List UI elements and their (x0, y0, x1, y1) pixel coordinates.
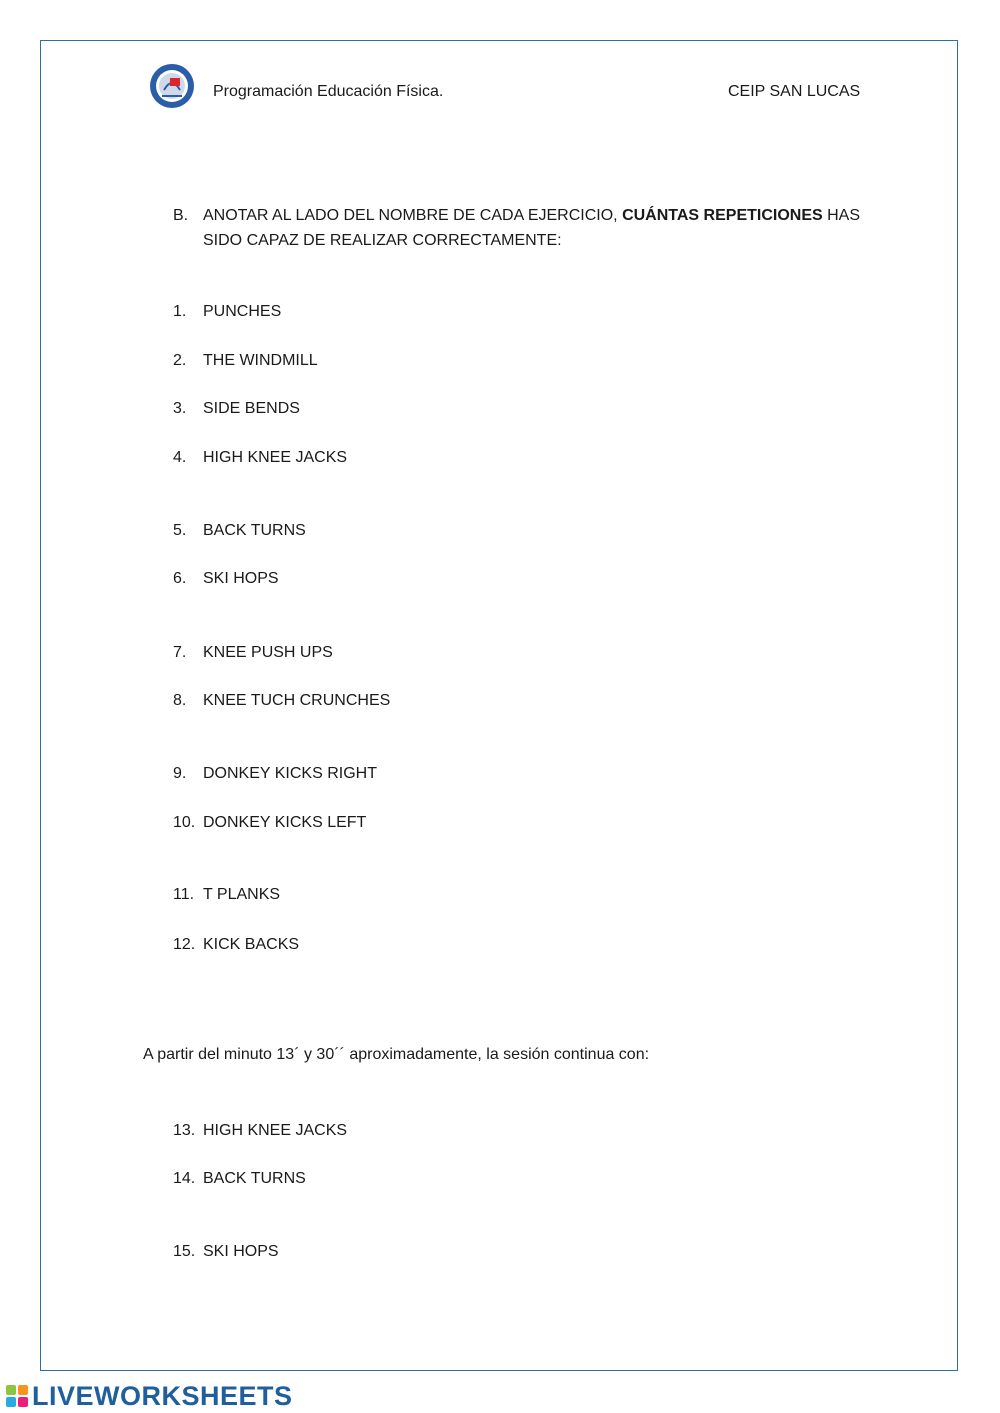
exercise-number: 1. (173, 303, 187, 320)
exercise-label: DONKEY KICKS RIGHT (203, 765, 377, 782)
session-note: A partir del minuto 13´ y 30´´ aproximadamente, la sesión continua con: (143, 1046, 650, 1063)
liveworksheets-logo (6, 1381, 293, 1411)
exercise-label: HIGH KNEE JACKS (203, 1122, 348, 1139)
exercise-label: KNEE TUCH CRUNCHES (203, 692, 391, 709)
exercise-label: THE WINDMILL (203, 352, 318, 369)
brand-block (6, 1397, 16, 1407)
exercise-item (173, 522, 306, 540)
exercise-number: 13. (173, 1122, 196, 1139)
exercise-number: 11. (173, 886, 195, 903)
brand-block (6, 1385, 16, 1395)
exercise-number: 2. (173, 352, 187, 369)
exercise-item (173, 352, 318, 370)
exercise-item (173, 1243, 279, 1261)
exercise-label: SKI HOPS (203, 570, 279, 587)
exercise-item (173, 644, 333, 662)
brand-blocks-icon (6, 1385, 28, 1407)
instruction-text-bold: CUÁNTAS REPETICIONES (622, 207, 823, 224)
brand-block (18, 1385, 28, 1395)
exercise-item (173, 449, 347, 467)
exercise-label: SKI HOPS (203, 1243, 279, 1260)
exercise-label: BACK TURNS (203, 522, 306, 539)
exercise-number: 14. (173, 1170, 196, 1187)
instruction-block (173, 203, 873, 253)
exercise-item (173, 400, 300, 418)
exercise-item (173, 1170, 306, 1188)
instruction-text (203, 203, 873, 253)
exercise-item (173, 886, 280, 904)
school-logo-icon (148, 60, 196, 112)
exercise-number: 6. (173, 570, 187, 587)
header-school-name: CEIP SAN LUCAS (728, 83, 861, 100)
exercise-item (173, 814, 366, 832)
instruction-marker: B. (173, 207, 189, 224)
exercise-number: 12. (173, 936, 196, 953)
exercise-item (173, 692, 390, 710)
exercise-number: 10. (173, 814, 196, 831)
exercise-item (173, 765, 377, 783)
instruction-text-after: HAS SIDO CAPAZ DE REALIZAR CORRECTAMENTE: (203, 207, 861, 249)
instruction-text-before: ANOTAR AL LADO DEL NOMBRE DE CADA EJERCICIO, (203, 207, 623, 224)
exercise-label: KICK BACKS (203, 936, 300, 953)
exercise-number: 15. (173, 1243, 196, 1260)
exercise-label: HIGH KNEE JACKS (203, 449, 348, 466)
exercise-number: 7. (173, 644, 187, 661)
exercise-number: 3. (173, 400, 187, 417)
exercise-item (173, 570, 279, 588)
exercise-number: 9. (173, 765, 187, 782)
exercise-label: SIDE BENDS (203, 400, 300, 417)
exercise-item (173, 936, 299, 954)
exercise-label: T PLANKS (203, 886, 281, 903)
exercise-number: 5. (173, 522, 187, 539)
exercise-label: KNEE PUSH UPS (203, 644, 333, 661)
exercise-label: BACK TURNS (203, 1170, 306, 1187)
brand-name: LIVEWORKSHEETS (32, 1380, 293, 1411)
exercise-item (173, 1122, 347, 1140)
exercise-label: DONKEY KICKS LEFT (203, 814, 367, 831)
exercise-item (173, 303, 281, 321)
exercise-number: 4. (173, 449, 187, 466)
brand-block (18, 1397, 28, 1407)
header-program-title: Programación Educación Física. (213, 83, 444, 100)
exercise-number: 8. (173, 692, 187, 709)
exercise-label: PUNCHES (203, 303, 282, 320)
